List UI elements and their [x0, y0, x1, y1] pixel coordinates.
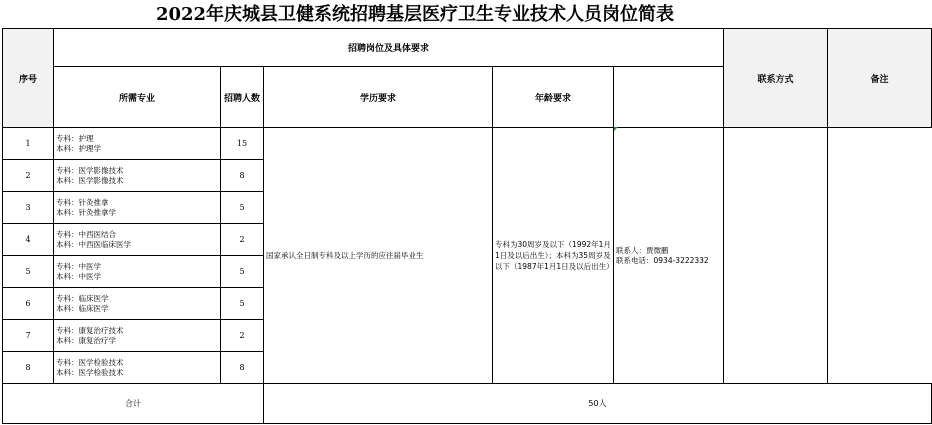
row-count: 5: [221, 192, 264, 224]
row-major: 专科：护理 本科：护理学: [54, 128, 221, 160]
row-seq: 7: [3, 320, 54, 352]
header-remark: 备注: [828, 29, 932, 128]
header-count: 招聘人数: [221, 67, 264, 128]
row-count: 2: [221, 224, 264, 256]
row-major: 专科：中西医结合 本科：中西医临床医学: [54, 224, 221, 256]
row-major: 专科：医学检验技术 本科：医学检验技术: [54, 352, 221, 384]
row-count: 5: [221, 256, 264, 288]
contact-person: 联系人：贾微鹏: [616, 245, 669, 255]
header-education: 学历要求: [264, 67, 493, 128]
row-count: 2: [221, 320, 264, 352]
cell-comment-marker: [614, 127, 618, 131]
header-age: 年龄要求: [493, 67, 614, 128]
row-major: 专科：针灸推拿 本科：针灸推拿学: [54, 192, 221, 224]
remark-cell: [724, 128, 828, 384]
education-requirement: 国家承认全日制专科及以上学历的应往届毕业生: [264, 128, 493, 384]
row-seq: 8: [3, 352, 54, 384]
row-major: 专科：临床医学 本科：临床医学: [54, 288, 221, 320]
header-group: 招聘岗位及具体要求: [54, 29, 724, 67]
age-requirement: 专科为30周岁及以下（1992年1月1日及以后出生）；本科为35周岁及以下（1987年1月1日及以后出生）: [493, 128, 614, 384]
page-title: 2022年庆城县卫健系统招聘基层医疗卫生专业技术人员岗位简表: [155, 4, 675, 25]
contact-phone: 联系电话：0934-3222332: [616, 255, 709, 265]
row-seq: 1: [3, 128, 54, 160]
positions-table: [2, 28, 932, 424]
row-seq: 3: [3, 192, 54, 224]
row-seq: 5: [3, 256, 54, 288]
total-label: 合计: [3, 384, 264, 424]
row-seq: 4: [3, 224, 54, 256]
header-contact: 联系方式: [724, 29, 828, 128]
row-count: 8: [221, 352, 264, 384]
header-major: 所需专业: [54, 67, 221, 128]
row-count: 8: [221, 160, 264, 192]
header-seq: 序号: [3, 29, 54, 128]
row-major: 专科：医学影像技术 本科：医学影像技术: [54, 160, 221, 192]
row-seq: 6: [3, 288, 54, 320]
row-seq: 2: [3, 160, 54, 192]
row-major: 专科：康复治疗技术 本科：康复治疗学: [54, 320, 221, 352]
contact-info: [614, 128, 724, 384]
total-row: [3, 384, 932, 424]
row-major: 专科：中医学 本科：中医学: [54, 256, 221, 288]
row-count: 5: [221, 288, 264, 320]
row-count: 15: [221, 128, 264, 160]
total-value: 50人: [264, 384, 932, 424]
table-row: [3, 128, 932, 160]
